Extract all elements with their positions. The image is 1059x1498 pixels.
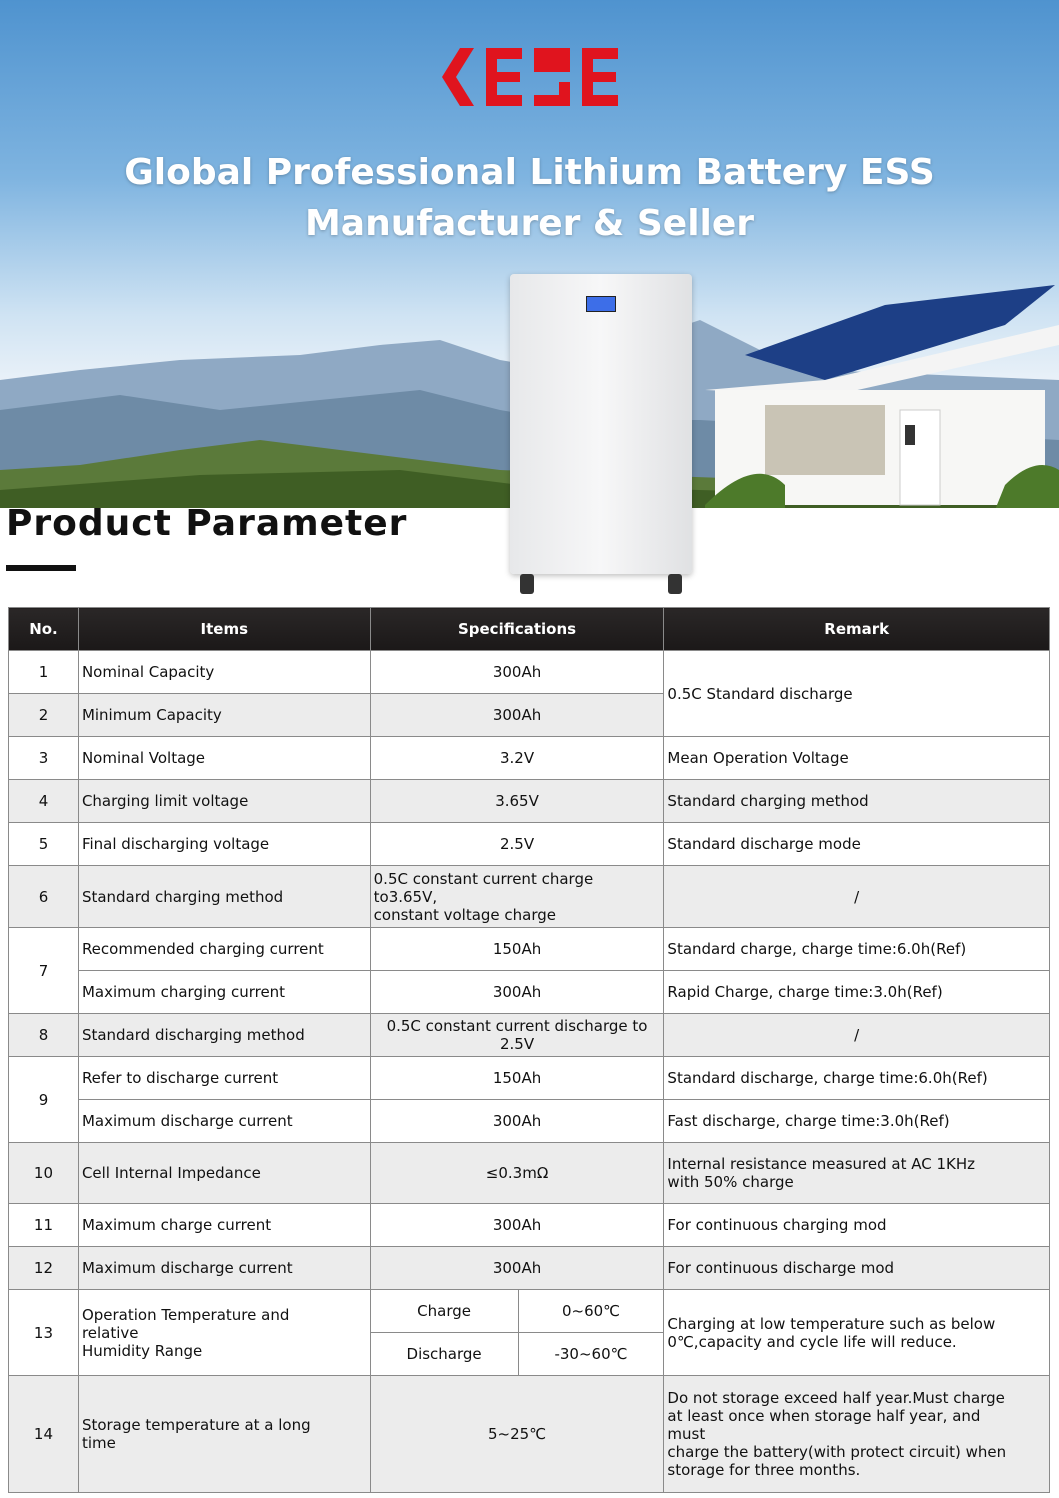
- cell-item: Recommended charging current: [78, 928, 370, 971]
- cell-remark: Fast discharge, charge time:3.0h(Ref): [664, 1100, 1050, 1143]
- cell-no: 14: [9, 1376, 79, 1493]
- table-row: [9, 1057, 1050, 1100]
- item-line: relative: [81, 1323, 139, 1342]
- table-row: [9, 651, 1050, 694]
- battery-cabinet-image: [510, 274, 692, 574]
- spec-line: 0.5C constant current discharge to: [386, 1017, 648, 1035]
- table-header-row: [9, 608, 1050, 651]
- cell-sub-label: Discharge: [370, 1333, 518, 1376]
- cell-item: [78, 1376, 370, 1493]
- cell-spec: 150Ah: [370, 928, 664, 971]
- tagline-line-2: Manufacturer & Seller: [304, 203, 755, 244]
- wheel: [520, 574, 534, 594]
- spec-line: constant voltage charge: [373, 905, 557, 924]
- cell-item: Maximum charging current: [78, 971, 370, 1014]
- tagline-line-1: Global Professional Lithium Battery ESS: [124, 152, 935, 193]
- cell-item: Charging limit voltage: [78, 780, 370, 823]
- cell-item: Refer to discharge current: [78, 1057, 370, 1100]
- table-row: [9, 823, 1050, 866]
- cell-item: Nominal Capacity: [78, 651, 370, 694]
- cell-item: Standard charging method: [78, 866, 370, 928]
- cell-spec: ≤0.3mΩ: [370, 1143, 664, 1204]
- cell-spec: 300Ah: [370, 1247, 664, 1290]
- cell-item: Final discharging voltage: [78, 823, 370, 866]
- spec-line: to3.65V,: [373, 887, 438, 906]
- cell-no: 8: [9, 1014, 79, 1057]
- cell-spec: [370, 1014, 664, 1057]
- section-title: Product Parameter: [6, 503, 408, 544]
- cell-spec: 3.2V: [370, 737, 664, 780]
- item-line: Operation Temperature and: [81, 1305, 290, 1324]
- cell-remark: [664, 1290, 1050, 1376]
- cell-spec: 300Ah: [370, 971, 664, 1014]
- remark-line: 0℃,capacity and cycle life will reduce.: [667, 1332, 957, 1351]
- cell-item: Maximum discharge current: [78, 1100, 370, 1143]
- remark-line: must: [667, 1425, 706, 1443]
- cell-remark: [664, 1143, 1050, 1204]
- cell-remark: Mean Operation Voltage: [664, 737, 1050, 780]
- cell-no: 10: [9, 1143, 79, 1204]
- remark-line: storage for three months.: [667, 1461, 861, 1479]
- cell-spec: 3.65V: [370, 780, 664, 823]
- remark-line: Internal resistance measured at AC 1KHz: [667, 1155, 976, 1173]
- cell-remark: For continuous charging mod: [664, 1204, 1050, 1247]
- cell-remark: Standard discharge mode: [664, 823, 1050, 866]
- header-remark: Remark: [664, 608, 1050, 651]
- cell-no: 9: [9, 1057, 79, 1143]
- item-line: Storage temperature at a long: [81, 1416, 311, 1434]
- cell-item: Minimum Capacity: [78, 694, 370, 737]
- lcd-screen: [586, 296, 616, 312]
- table-row: [9, 971, 1050, 1014]
- cell-no: 4: [9, 780, 79, 823]
- remark-line: with 50% charge: [667, 1173, 794, 1191]
- table-row: [9, 1100, 1050, 1143]
- cell-no: 1: [9, 651, 79, 694]
- table-row: [9, 1204, 1050, 1247]
- cell-item: Maximum discharge current: [78, 1247, 370, 1290]
- cell-sub-label: Charge: [370, 1290, 518, 1333]
- table-row: [9, 928, 1050, 971]
- cell-no: 11: [9, 1204, 79, 1247]
- cell-spec: 300Ah: [370, 1100, 664, 1143]
- parameter-table: [8, 607, 1050, 1493]
- kebe-logo: [442, 48, 618, 106]
- cell-remark: For continuous discharge mod: [664, 1247, 1050, 1290]
- header-specifications: Specifications: [370, 608, 664, 651]
- cell-spec: 2.5V: [370, 823, 664, 866]
- header-no: No.: [9, 608, 79, 651]
- cell-remark: /: [664, 866, 1050, 928]
- table-row: [9, 737, 1050, 780]
- item-line: Humidity Range: [81, 1341, 203, 1360]
- cell-remark: 0.5C Standard discharge: [664, 651, 1050, 737]
- cell-no: 2: [9, 694, 79, 737]
- table-row: [9, 866, 1050, 928]
- cell-no: 6: [9, 866, 79, 928]
- title-underline: [6, 565, 76, 571]
- spec-line: 2.5V: [499, 1035, 535, 1053]
- table-row: [9, 780, 1050, 823]
- header-items: Items: [78, 608, 370, 651]
- cell-spec: 300Ah: [370, 651, 664, 694]
- cell-no: 5: [9, 823, 79, 866]
- table-row: [9, 1014, 1050, 1057]
- house-with-solar-panels: [705, 285, 1059, 508]
- remark-line: at least once when storage half year, and: [667, 1407, 981, 1425]
- cell-item: Nominal Voltage: [78, 737, 370, 780]
- cell-sub-value: 0~60℃: [518, 1290, 664, 1333]
- cell-spec: 300Ah: [370, 1204, 664, 1247]
- cell-spec: 150Ah: [370, 1057, 664, 1100]
- cell-no: 12: [9, 1247, 79, 1290]
- cell-spec: 5~25℃: [370, 1376, 664, 1493]
- cell-no: 13: [9, 1290, 79, 1376]
- cell-remark: Standard charge, charge time:6.0h(Ref): [664, 928, 1050, 971]
- cell-remark: Standard charging method: [664, 780, 1050, 823]
- item-line: time: [81, 1434, 116, 1452]
- table-row: [9, 1290, 1050, 1333]
- table-row: [9, 1376, 1050, 1493]
- cell-spec: 300Ah: [370, 694, 664, 737]
- cell-remark: Standard discharge, charge time:6.0h(Ref): [664, 1057, 1050, 1100]
- cell-remark: Rapid Charge, charge time:3.0h(Ref): [664, 971, 1050, 1014]
- cell-item: Standard discharging method: [78, 1014, 370, 1057]
- cell-spec: [370, 866, 664, 928]
- remark-line: Do not storage exceed half year.Must charge: [667, 1389, 1005, 1407]
- cell-item: Cell Internal Impedance: [78, 1143, 370, 1204]
- cell-item: [78, 1290, 370, 1376]
- wheel: [668, 574, 682, 594]
- cell-no: 7: [9, 928, 79, 1014]
- remark-line: charge the battery(with protect circuit) when: [667, 1443, 1007, 1461]
- remark-line: Charging at low temperature such as below: [667, 1314, 996, 1333]
- cell-remark: /: [664, 1014, 1050, 1057]
- cell-no: 3: [9, 737, 79, 780]
- cell-remark: [664, 1376, 1050, 1493]
- table-row: [9, 1143, 1050, 1204]
- table-row: [9, 1247, 1050, 1290]
- spec-line: 0.5C constant current charge: [373, 869, 594, 888]
- cell-item: Maximum charge current: [78, 1204, 370, 1247]
- cell-sub-value: -30~60℃: [518, 1333, 664, 1376]
